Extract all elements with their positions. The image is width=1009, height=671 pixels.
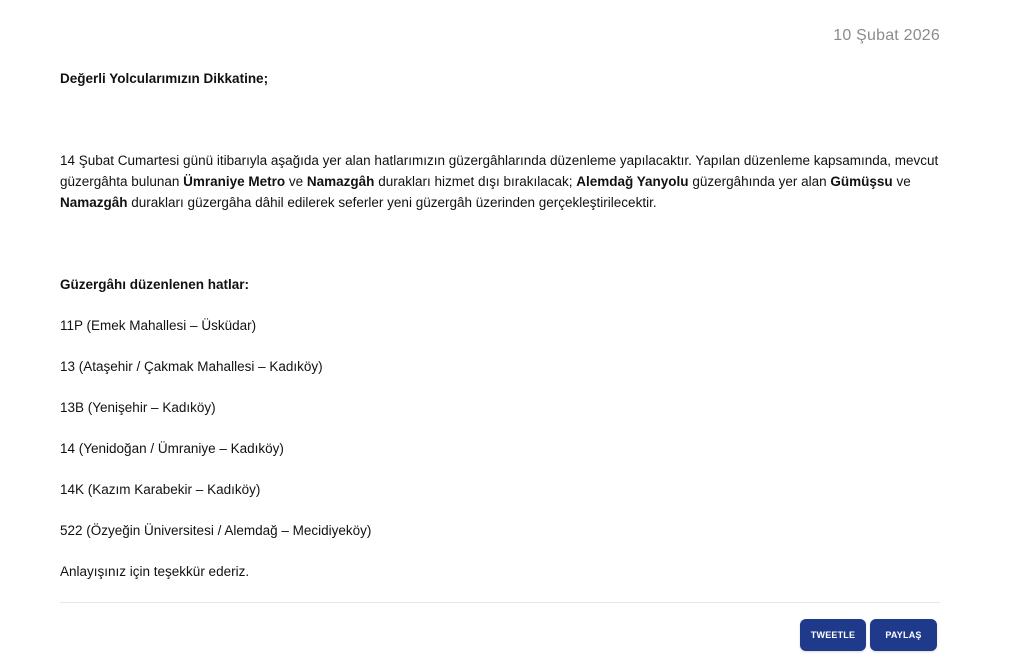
- intro-text-3: durakları hizmet dışı bırakılacak;: [374, 174, 577, 189]
- stop-namazgah-new: Namazgâh: [60, 195, 128, 210]
- share-button[interactable]: PAYLAŞ: [870, 619, 937, 651]
- route-item: 14K (Kazım Karabekir – Kadıköy): [60, 482, 261, 497]
- intro-text-2: ve: [285, 174, 307, 189]
- thanks-message: Anlayışınız için teşekkür ederiz.: [60, 564, 250, 579]
- intro-text-5: ve: [892, 174, 911, 189]
- announcement-title: Değerli Yolcularımızın Dikkatine;: [60, 71, 269, 86]
- announcement-date: 10 Şubat 2026: [833, 27, 940, 44]
- intro-text-1: 14 Şubat Cumartesi günü itibarıyla aşağıda yer alan hatlarımızın güzergâhlarında düzenleme yapılacaktır. Yapılan düzenleme kapsamında, mevcut güzergâhta bulunan: [60, 153, 939, 189]
- stop-umraniye-metro: Ümraniye Metro: [183, 174, 286, 189]
- tweet-button[interactable]: TWEETLE: [800, 619, 866, 651]
- route-item: 11P (Emek Mahallesi – Üsküdar): [60, 318, 257, 333]
- routes-heading: Güzergâhı düzenlenen hatlar:: [60, 277, 250, 292]
- route-item: 13B (Yenişehir – Kadıköy): [60, 400, 216, 415]
- intro-text-4: güzergâhında yer alan: [688, 174, 831, 189]
- announcement-intro: [60, 150, 950, 213]
- share-bar: [800, 619, 937, 651]
- road-alemdag-yanyolu: Alemdağ Yanyolu: [576, 174, 689, 189]
- intro-text-6: durakları güzergâha dâhil edilerek seferler yeni güzergâh üzerinden gerçekleştirilecektir.: [127, 195, 657, 210]
- stop-namazgah: Namazgâh: [306, 174, 375, 189]
- route-item: 13 (Ataşehir / Çakmak Mahallesi – Kadıköy): [60, 359, 323, 374]
- stop-gumussu: Gümüşsu: [830, 174, 893, 189]
- footer-divider: [60, 602, 940, 603]
- route-item: 14 (Yenidoğan / Ümraniye – Kadıköy): [60, 441, 284, 456]
- route-item: 522 (Özyeğin Üniversitesi / Alemdağ – Mecidiyeköy): [60, 523, 372, 538]
